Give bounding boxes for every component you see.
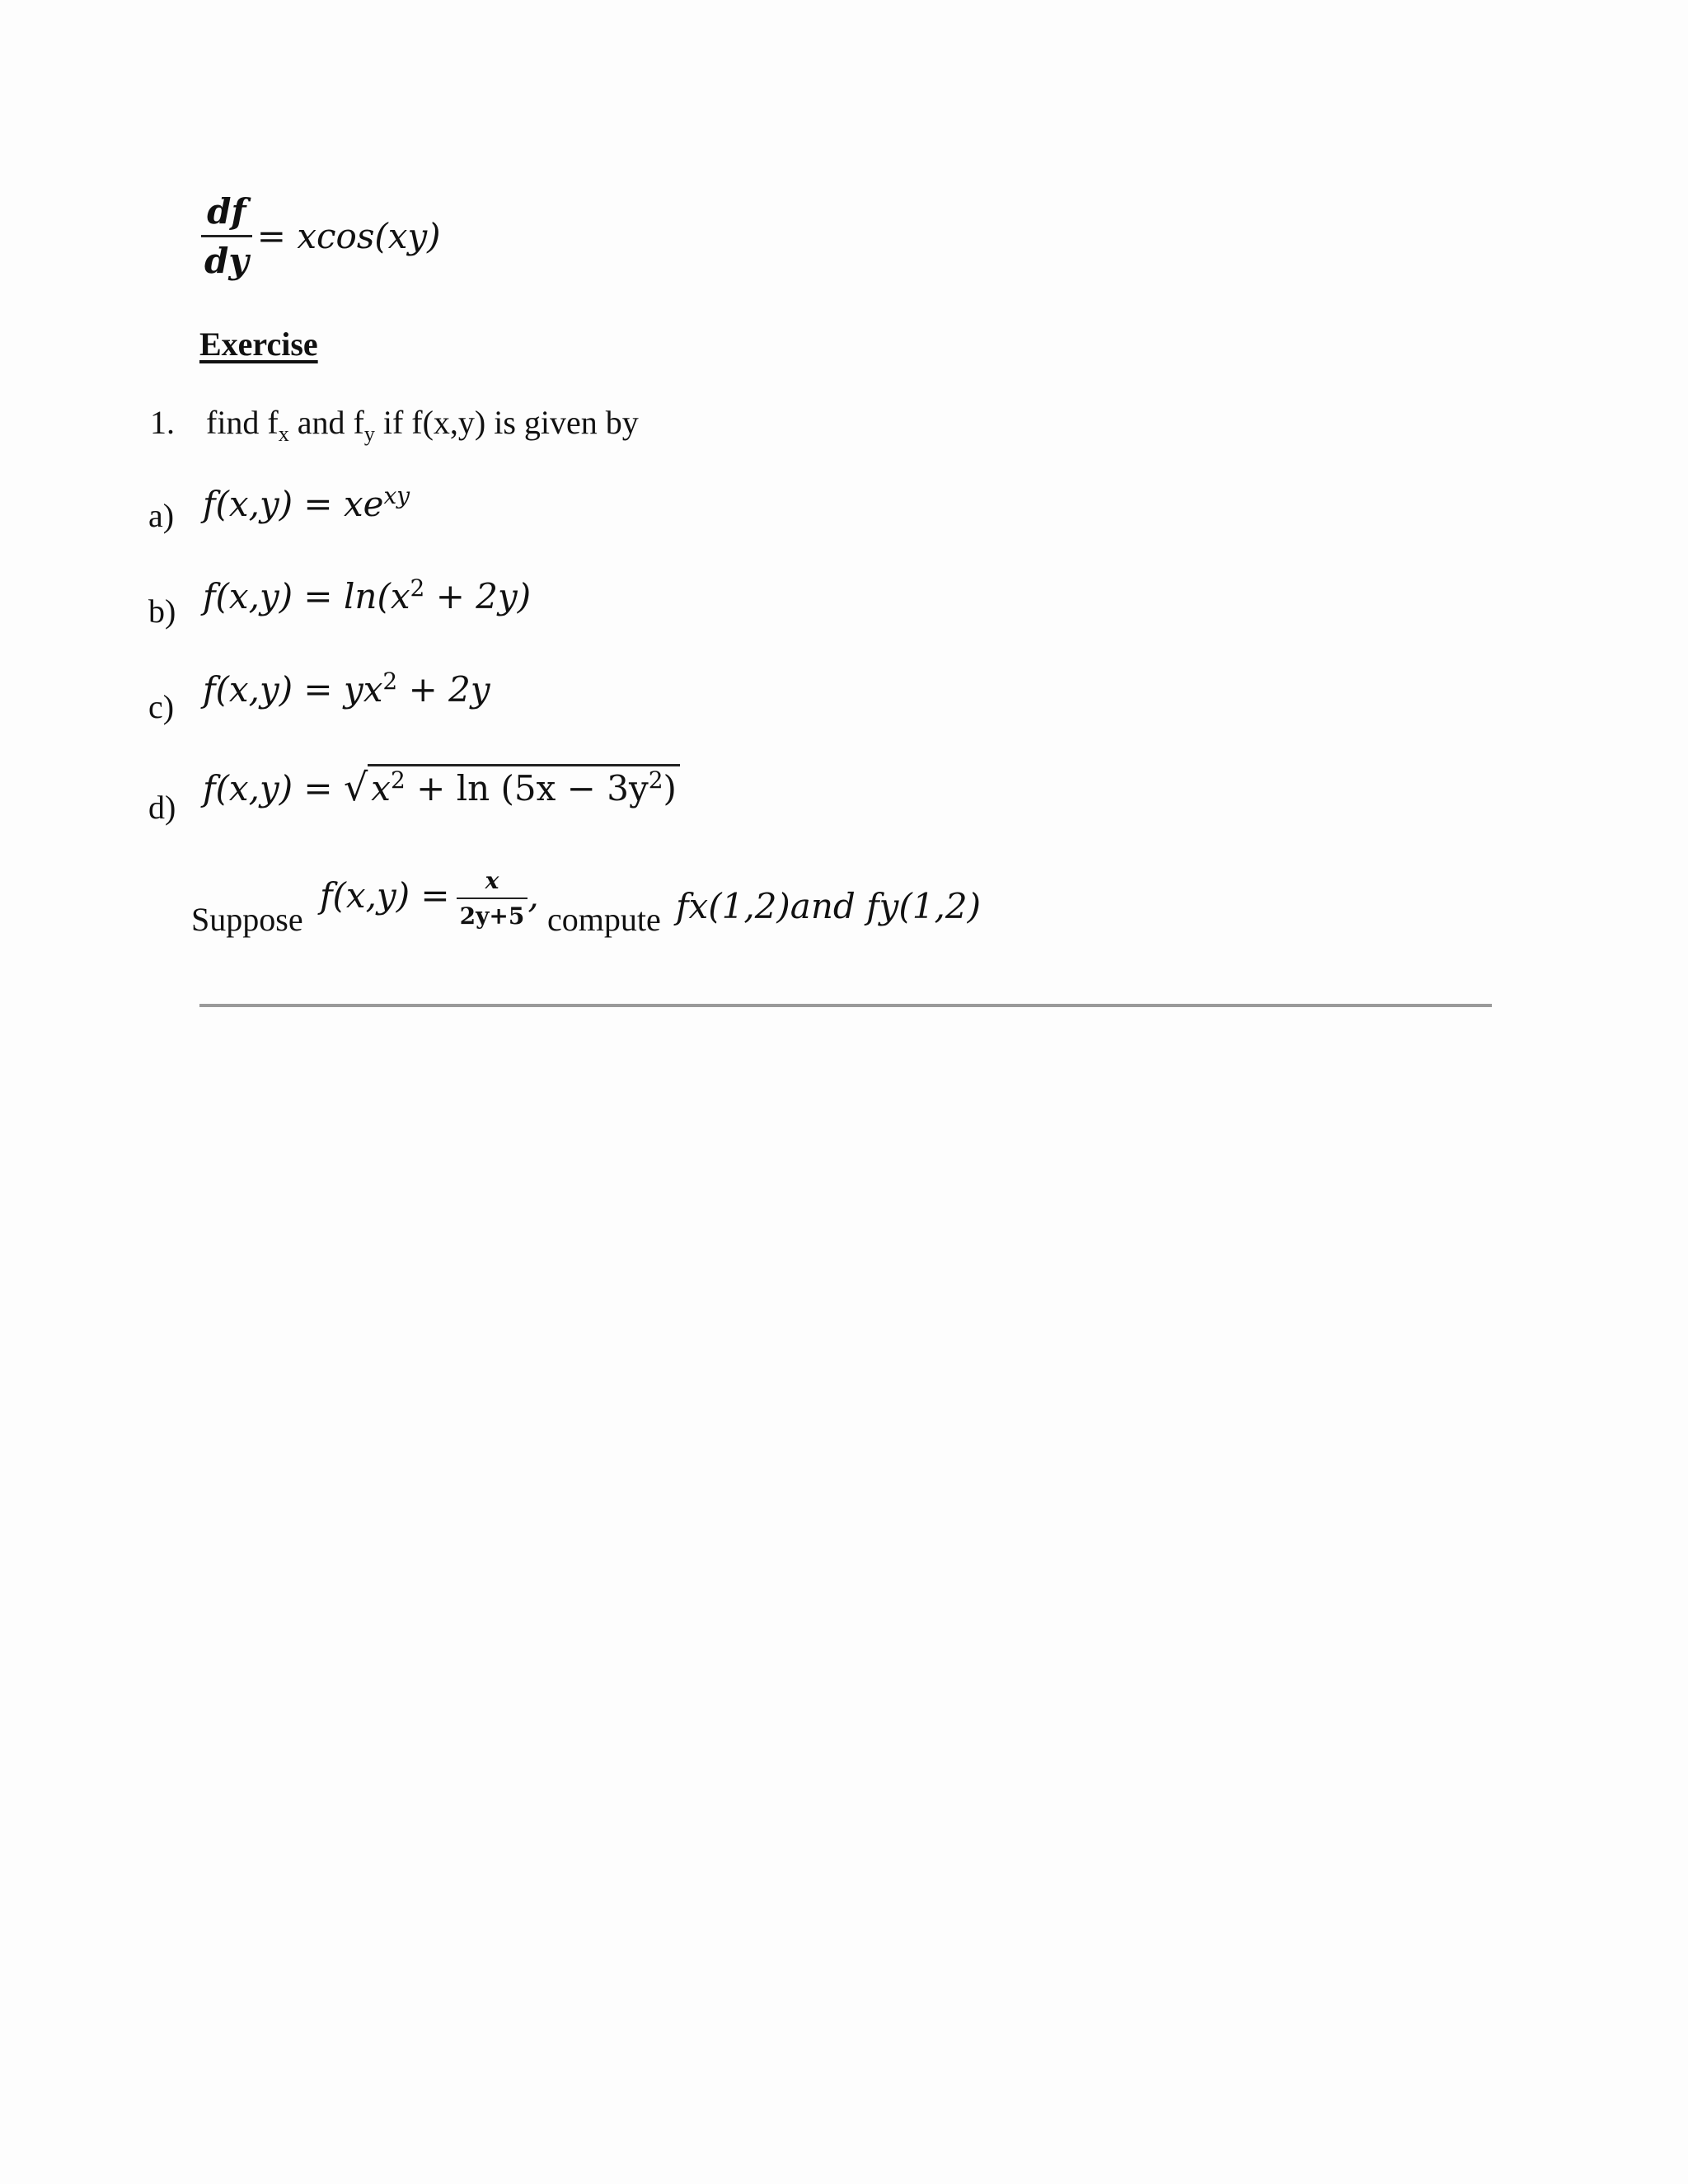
- question-number: 1.: [150, 404, 175, 441]
- part-b-label: b): [148, 593, 176, 630]
- derivative-rhs: = xcos(xy): [256, 216, 441, 256]
- part-c-label: c): [148, 688, 175, 725]
- part-c-expression: [203, 668, 490, 710]
- derivative-fraction: [201, 191, 252, 281]
- question-text: [206, 403, 639, 447]
- subscript-y: y: [363, 422, 375, 446]
- fraction-numerator: x: [457, 867, 528, 899]
- expression-text: f(x,y) = xe: [203, 484, 384, 524]
- part-a-label: a): [148, 497, 175, 534]
- expression-superscript: 2: [410, 574, 425, 602]
- radicand-text: ): [663, 768, 677, 808]
- expression-text: f(x,y) =: [203, 768, 344, 808]
- fraction-denominator: 2y+5: [459, 902, 525, 930]
- subscript-x: x: [278, 422, 289, 446]
- radicand-superscript: 2: [390, 766, 406, 794]
- part-b-expression: [203, 574, 531, 616]
- function-lhs: f(x,y) =: [320, 875, 450, 916]
- part-a-expression: [203, 482, 410, 524]
- expression-superscript: xy: [383, 482, 410, 509]
- expression-superscript: 2: [382, 668, 398, 695]
- radicand: [368, 764, 680, 808]
- part-d-expression: [203, 765, 680, 809]
- radicand-superscript: 2: [648, 766, 663, 794]
- expression-text: + 2y): [424, 576, 532, 616]
- expression-text: f(x,y) = yx: [203, 669, 383, 710]
- question-text-part: and f: [288, 404, 364, 441]
- expression-text: + 2y: [397, 669, 490, 710]
- fraction-denominator: dy: [204, 241, 249, 281]
- function-fraction: [457, 867, 528, 930]
- question-text-part: find f: [206, 404, 279, 441]
- derivative-equation: [201, 191, 441, 281]
- question-text-part: if f(x,y) is given by: [374, 404, 639, 441]
- compute-word: compute: [547, 901, 661, 938]
- radicand-text: + ln (5x − 3y: [405, 768, 649, 808]
- horizontal-divider: [199, 1004, 1492, 1007]
- suppose-function: [320, 867, 539, 930]
- part-d-label: d): [148, 789, 176, 826]
- expression-text: f(x,y) = ln(x: [203, 576, 410, 616]
- radical-sign-icon: √: [343, 765, 368, 809]
- exercise-heading: Exercise: [199, 326, 318, 363]
- fraction-numerator: df: [201, 191, 252, 237]
- function-comma: ,: [528, 875, 539, 916]
- radicand-text: x: [371, 768, 391, 808]
- compute-expression: fx(1,2)and fy(1,2): [676, 886, 981, 926]
- suppose-word: Suppose: [191, 901, 303, 938]
- square-root: [344, 765, 680, 809]
